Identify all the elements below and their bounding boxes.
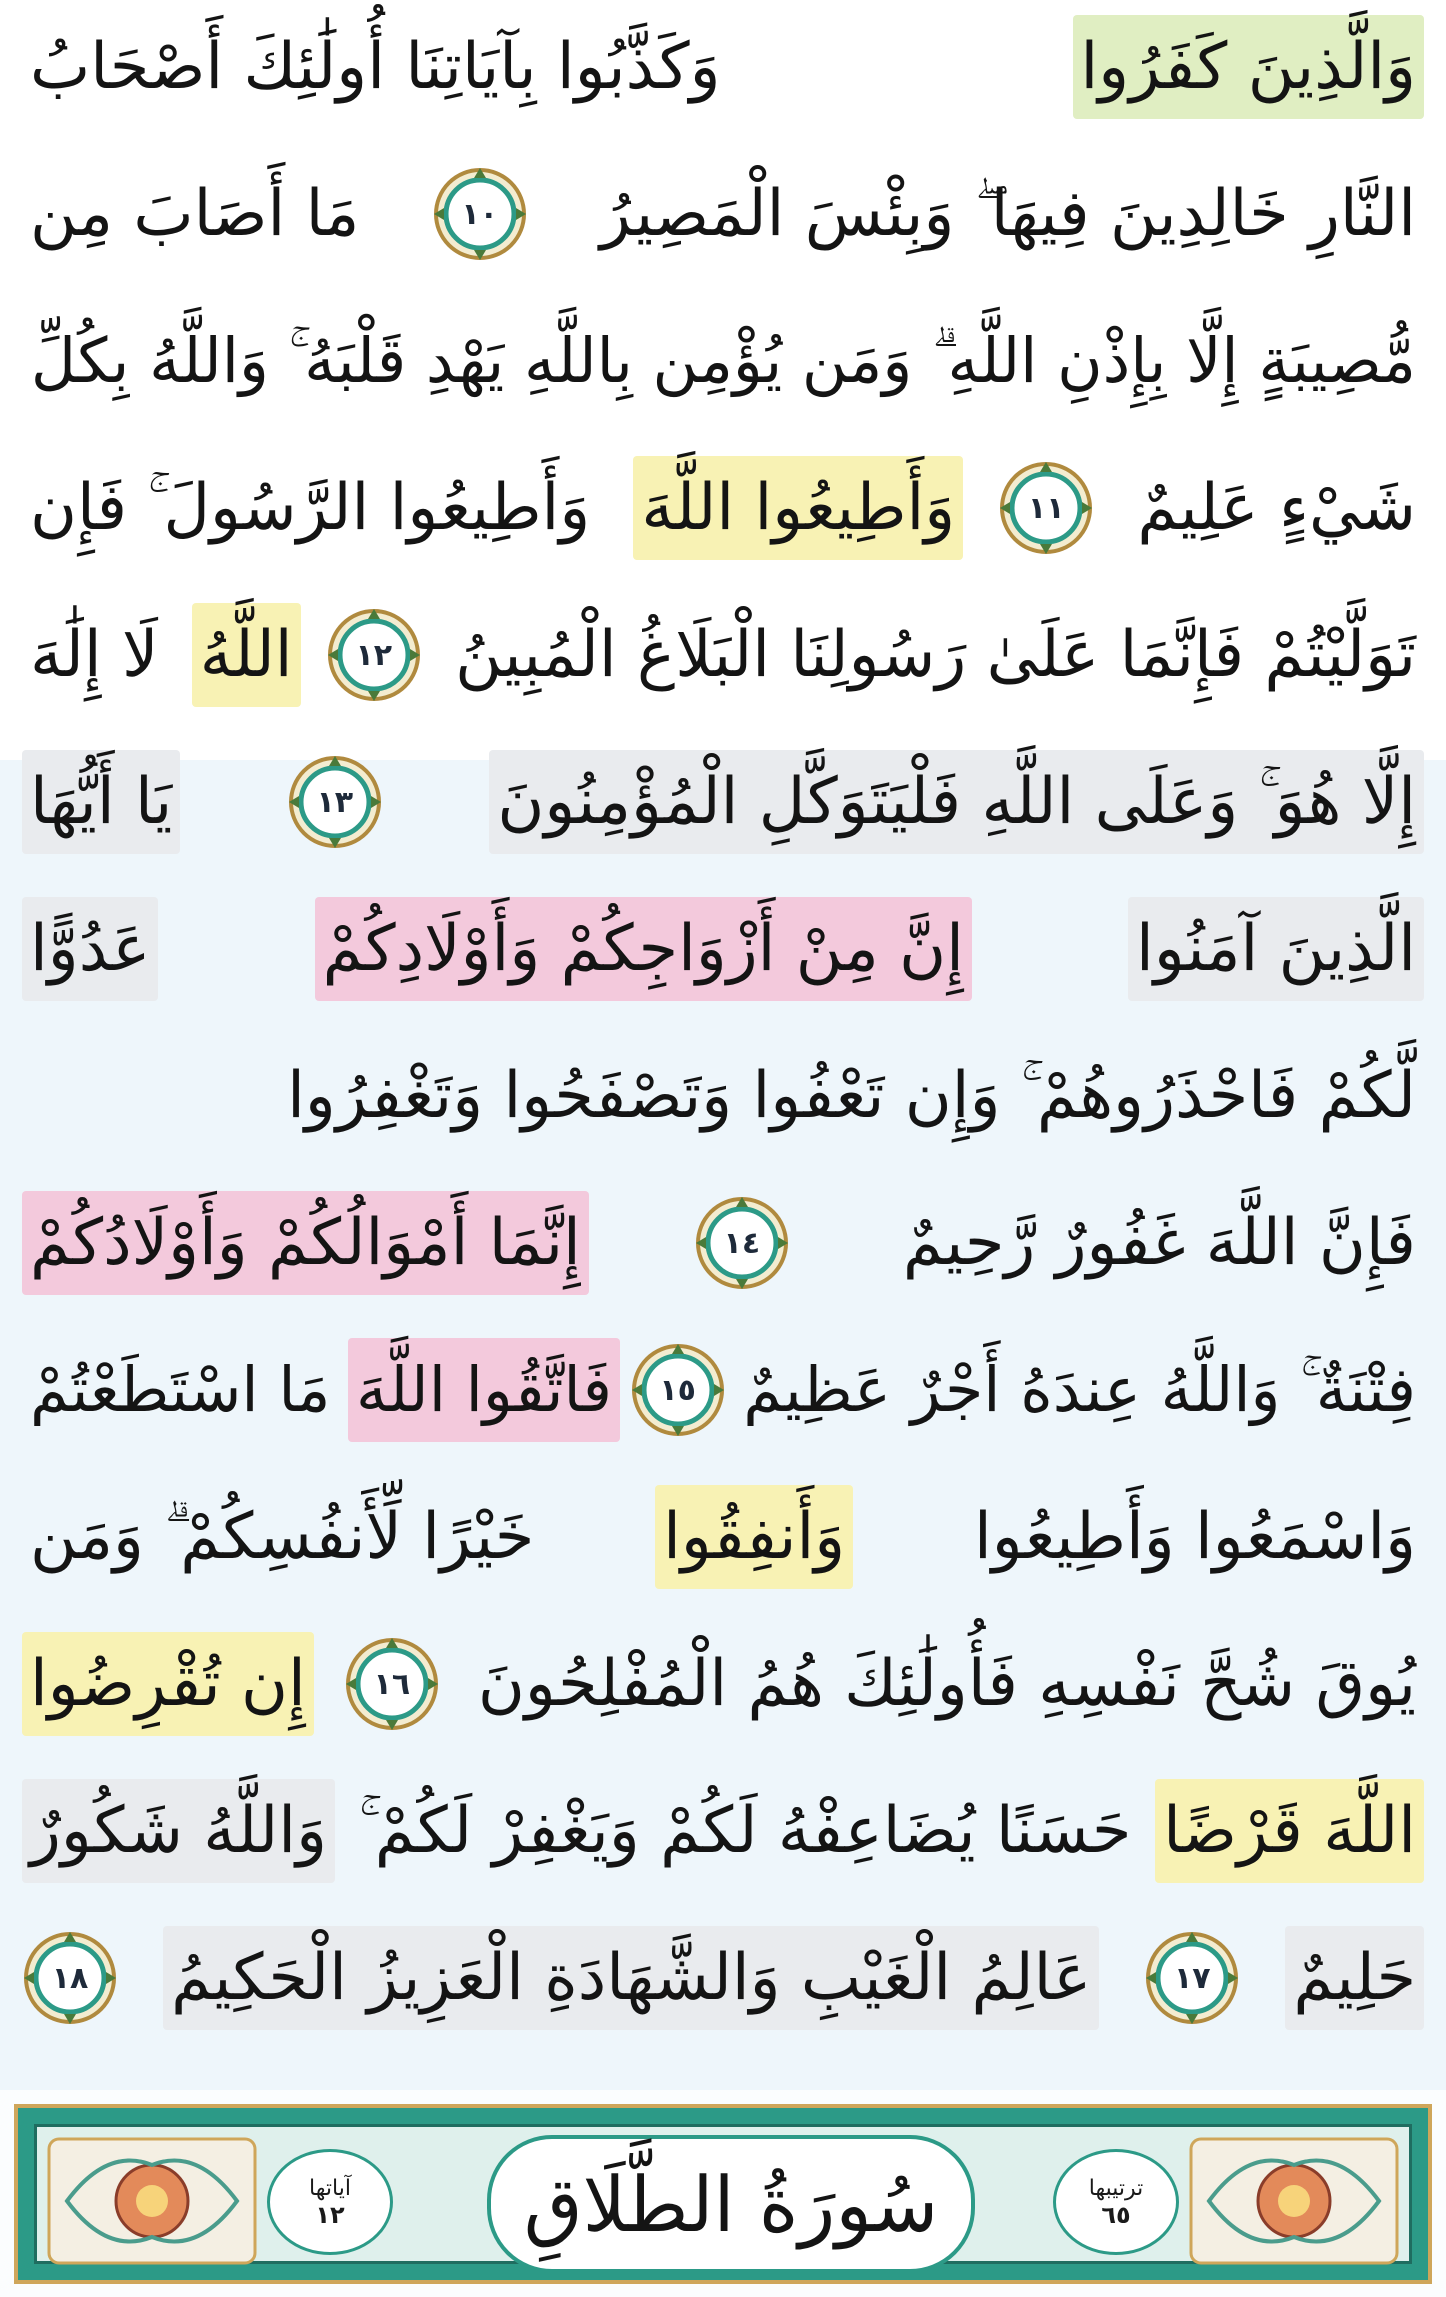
floral-ornament-icon bbox=[47, 2137, 257, 2265]
highlighted-verse-text: اللَّهَ قَرْضًا bbox=[1155, 1779, 1424, 1883]
ayah-number: ١٠ bbox=[461, 196, 498, 232]
surah-header-frame bbox=[14, 2104, 1432, 2284]
verse-text: شَيْءٍ عَلِيمٌ bbox=[1137, 471, 1416, 545]
verse-line bbox=[22, 8, 1424, 126]
surah-order-label: ترتيبها bbox=[1088, 2175, 1144, 2201]
ayah-end-rosette-icon bbox=[694, 1195, 790, 1291]
surah-order-badge bbox=[1053, 2149, 1179, 2255]
ayah-number: ١٥ bbox=[659, 1372, 696, 1408]
ayah-end-rosette-icon bbox=[344, 1636, 440, 1732]
surah-verse-count-badge bbox=[267, 2149, 393, 2255]
verse-text: خَيْرًا لِّأَنفُسِكُمْ ۗ وَمَن bbox=[30, 1500, 535, 1574]
ayah-end-rosette-icon bbox=[1144, 1930, 1240, 2026]
verse-line bbox=[22, 1919, 1424, 2037]
verse-line bbox=[22, 155, 1424, 273]
highlighted-verse-text: يَا أَيُّهَا bbox=[22, 750, 180, 854]
verse-text: مُّصِيبَةٍ إِلَّا بِإِذْنِ اللَّهِ ۗ وَمَن يُؤْمِن بِاللَّهِ يَهْدِ قَلْبَهُ ۚ وَاللَّهُ بِكُلِّ bbox=[30, 324, 1416, 397]
highlighted-verse-text: عَالِمُ الْغَيْبِ وَالشَّهَادَةِ الْعَزِيزُ الْحَكِيمُ bbox=[163, 1926, 1099, 2030]
verse-text: فَإِنَّ اللَّهَ غَفُورٌ رَّحِيمٌ bbox=[902, 1206, 1416, 1280]
verse-line bbox=[22, 1478, 1424, 1596]
surah-title: سُورَةُ الطَّلَاقِ bbox=[523, 2159, 939, 2249]
verse-line bbox=[22, 302, 1424, 420]
verse-line bbox=[22, 890, 1424, 1008]
highlighted-verse-text: وَأَنفِقُوا bbox=[655, 1485, 853, 1589]
highlighted-verse-text: الَّذِينَ آمَنُوا bbox=[1128, 897, 1424, 1001]
highlighted-verse-text: إِلَّا هُوَ ۚ وَعَلَى اللَّهِ فَلْيَتَوَكَّلِ الْمُؤْمِنُونَ bbox=[489, 750, 1424, 854]
ayah-number: ١٢ bbox=[355, 637, 393, 673]
highlighted-verse-text: إِنَّ مِنْ أَزْوَاجِكُمْ وَأَوْلَادِكُمْ bbox=[315, 897, 972, 1001]
verse-text: وَكَذَّبُوا بِآيَاتِنَا أُولَٰئِكَ أَصْحَابُ bbox=[30, 30, 721, 104]
floral-ornament-icon bbox=[1189, 2137, 1399, 2265]
ayah-end-rosette-icon bbox=[998, 460, 1094, 556]
highlighted-verse-text: حَلِيمٌ bbox=[1285, 1926, 1424, 2030]
verse-text: مَا أَصَابَ مِن bbox=[30, 177, 360, 251]
ayah-number: ١٤ bbox=[723, 1225, 761, 1261]
surah-title-cartouche bbox=[487, 2135, 975, 2273]
verse-text: لَا إِلَٰهَ bbox=[30, 618, 159, 692]
verse-text: النَّارِ خَالِدِينَ فِيهَا ۖ وَبِئْسَ الْمَصِيرُ bbox=[600, 177, 1416, 251]
verse-line bbox=[22, 1625, 1424, 1743]
verse-line bbox=[22, 1772, 1424, 1890]
surah-verse-count-value: ١٢ bbox=[315, 2200, 345, 2229]
verse-line bbox=[22, 743, 1424, 861]
verse-text: مَا اسْتَطَعْتُمْ bbox=[30, 1353, 331, 1426]
ayah-number: ١٧ bbox=[1174, 1960, 1211, 1996]
ayah-number: ١١ bbox=[1027, 490, 1065, 526]
highlighted-verse-text: اللَّهُ bbox=[192, 603, 301, 707]
highlighted-verse-text: وَأَطِيعُوا اللَّهَ bbox=[633, 456, 963, 560]
highlighted-verse-text: فَاتَّقُوا اللَّهَ bbox=[348, 1338, 620, 1442]
ayah-number: ١٦ bbox=[373, 1666, 411, 1702]
verse-text: يُوقَ شُحَّ نَفْسِهِ فَأُولَٰئِكَ هُمُ الْمُفْلِحُونَ bbox=[477, 1647, 1416, 1721]
ayah-end-rosette-icon bbox=[326, 607, 422, 703]
highlighted-verse-text: إِن تُقْرِضُوا bbox=[22, 1632, 314, 1736]
verse-text: وَأَطِيعُوا الرَّسُولَ ۚ فَإِن bbox=[30, 471, 591, 545]
verse-text: وَاسْمَعُوا وَأَطِيعُوا bbox=[973, 1500, 1416, 1574]
verse-text: حَسَنًا يُضَاعِفْهُ لَكُمْ وَيَغْفِرْ لَكُمْ ۚ bbox=[358, 1794, 1132, 1868]
ayah-number: ١٨ bbox=[51, 1960, 89, 1996]
verse-line bbox=[22, 1037, 1424, 1155]
highlighted-verse-text: وَالَّذِينَ كَفَرُوا bbox=[1073, 15, 1425, 119]
verse-text: تَوَلَّيْتُمْ فَإِنَّمَا عَلَىٰ رَسُولِنَا الْبَلَاغُ الْمُبِينُ bbox=[455, 618, 1416, 692]
surah-header-inner bbox=[34, 2124, 1412, 2264]
verse-line bbox=[22, 449, 1424, 567]
verse-line bbox=[22, 1331, 1424, 1449]
highlighted-verse-text: وَاللَّهُ شَكُورٌ bbox=[22, 1779, 335, 1883]
ayah-end-rosette-icon bbox=[287, 754, 383, 850]
surah-verse-count-label: آياتها bbox=[309, 2175, 351, 2201]
ayah-end-rosette-icon bbox=[22, 1930, 118, 2026]
verse-text: فِتْنَةٌ ۚ وَاللَّهُ عِندَهُ أَجْرٌ عَظِيمٌ bbox=[743, 1353, 1416, 1426]
verse-text: لَّكُمْ فَاحْذَرُوهُمْ ۚ وَإِن تَعْفُوا وَتَصْفَحُوا وَتَغْفِرُوا bbox=[287, 1059, 1416, 1133]
surah-order-value: ٦٥ bbox=[1101, 2200, 1131, 2229]
ayah-end-rosette-icon bbox=[432, 166, 528, 262]
highlighted-verse-text: عَدُوًّا bbox=[22, 897, 158, 1001]
ayah-number: ١٣ bbox=[316, 784, 354, 820]
ayah-end-rosette-icon bbox=[630, 1342, 726, 1438]
highlighted-verse-text: إِنَّمَا أَمْوَالُكُمْ وَأَوْلَادُكُمْ bbox=[22, 1191, 589, 1295]
verse-line bbox=[22, 596, 1424, 714]
verse-line bbox=[22, 1184, 1424, 1302]
